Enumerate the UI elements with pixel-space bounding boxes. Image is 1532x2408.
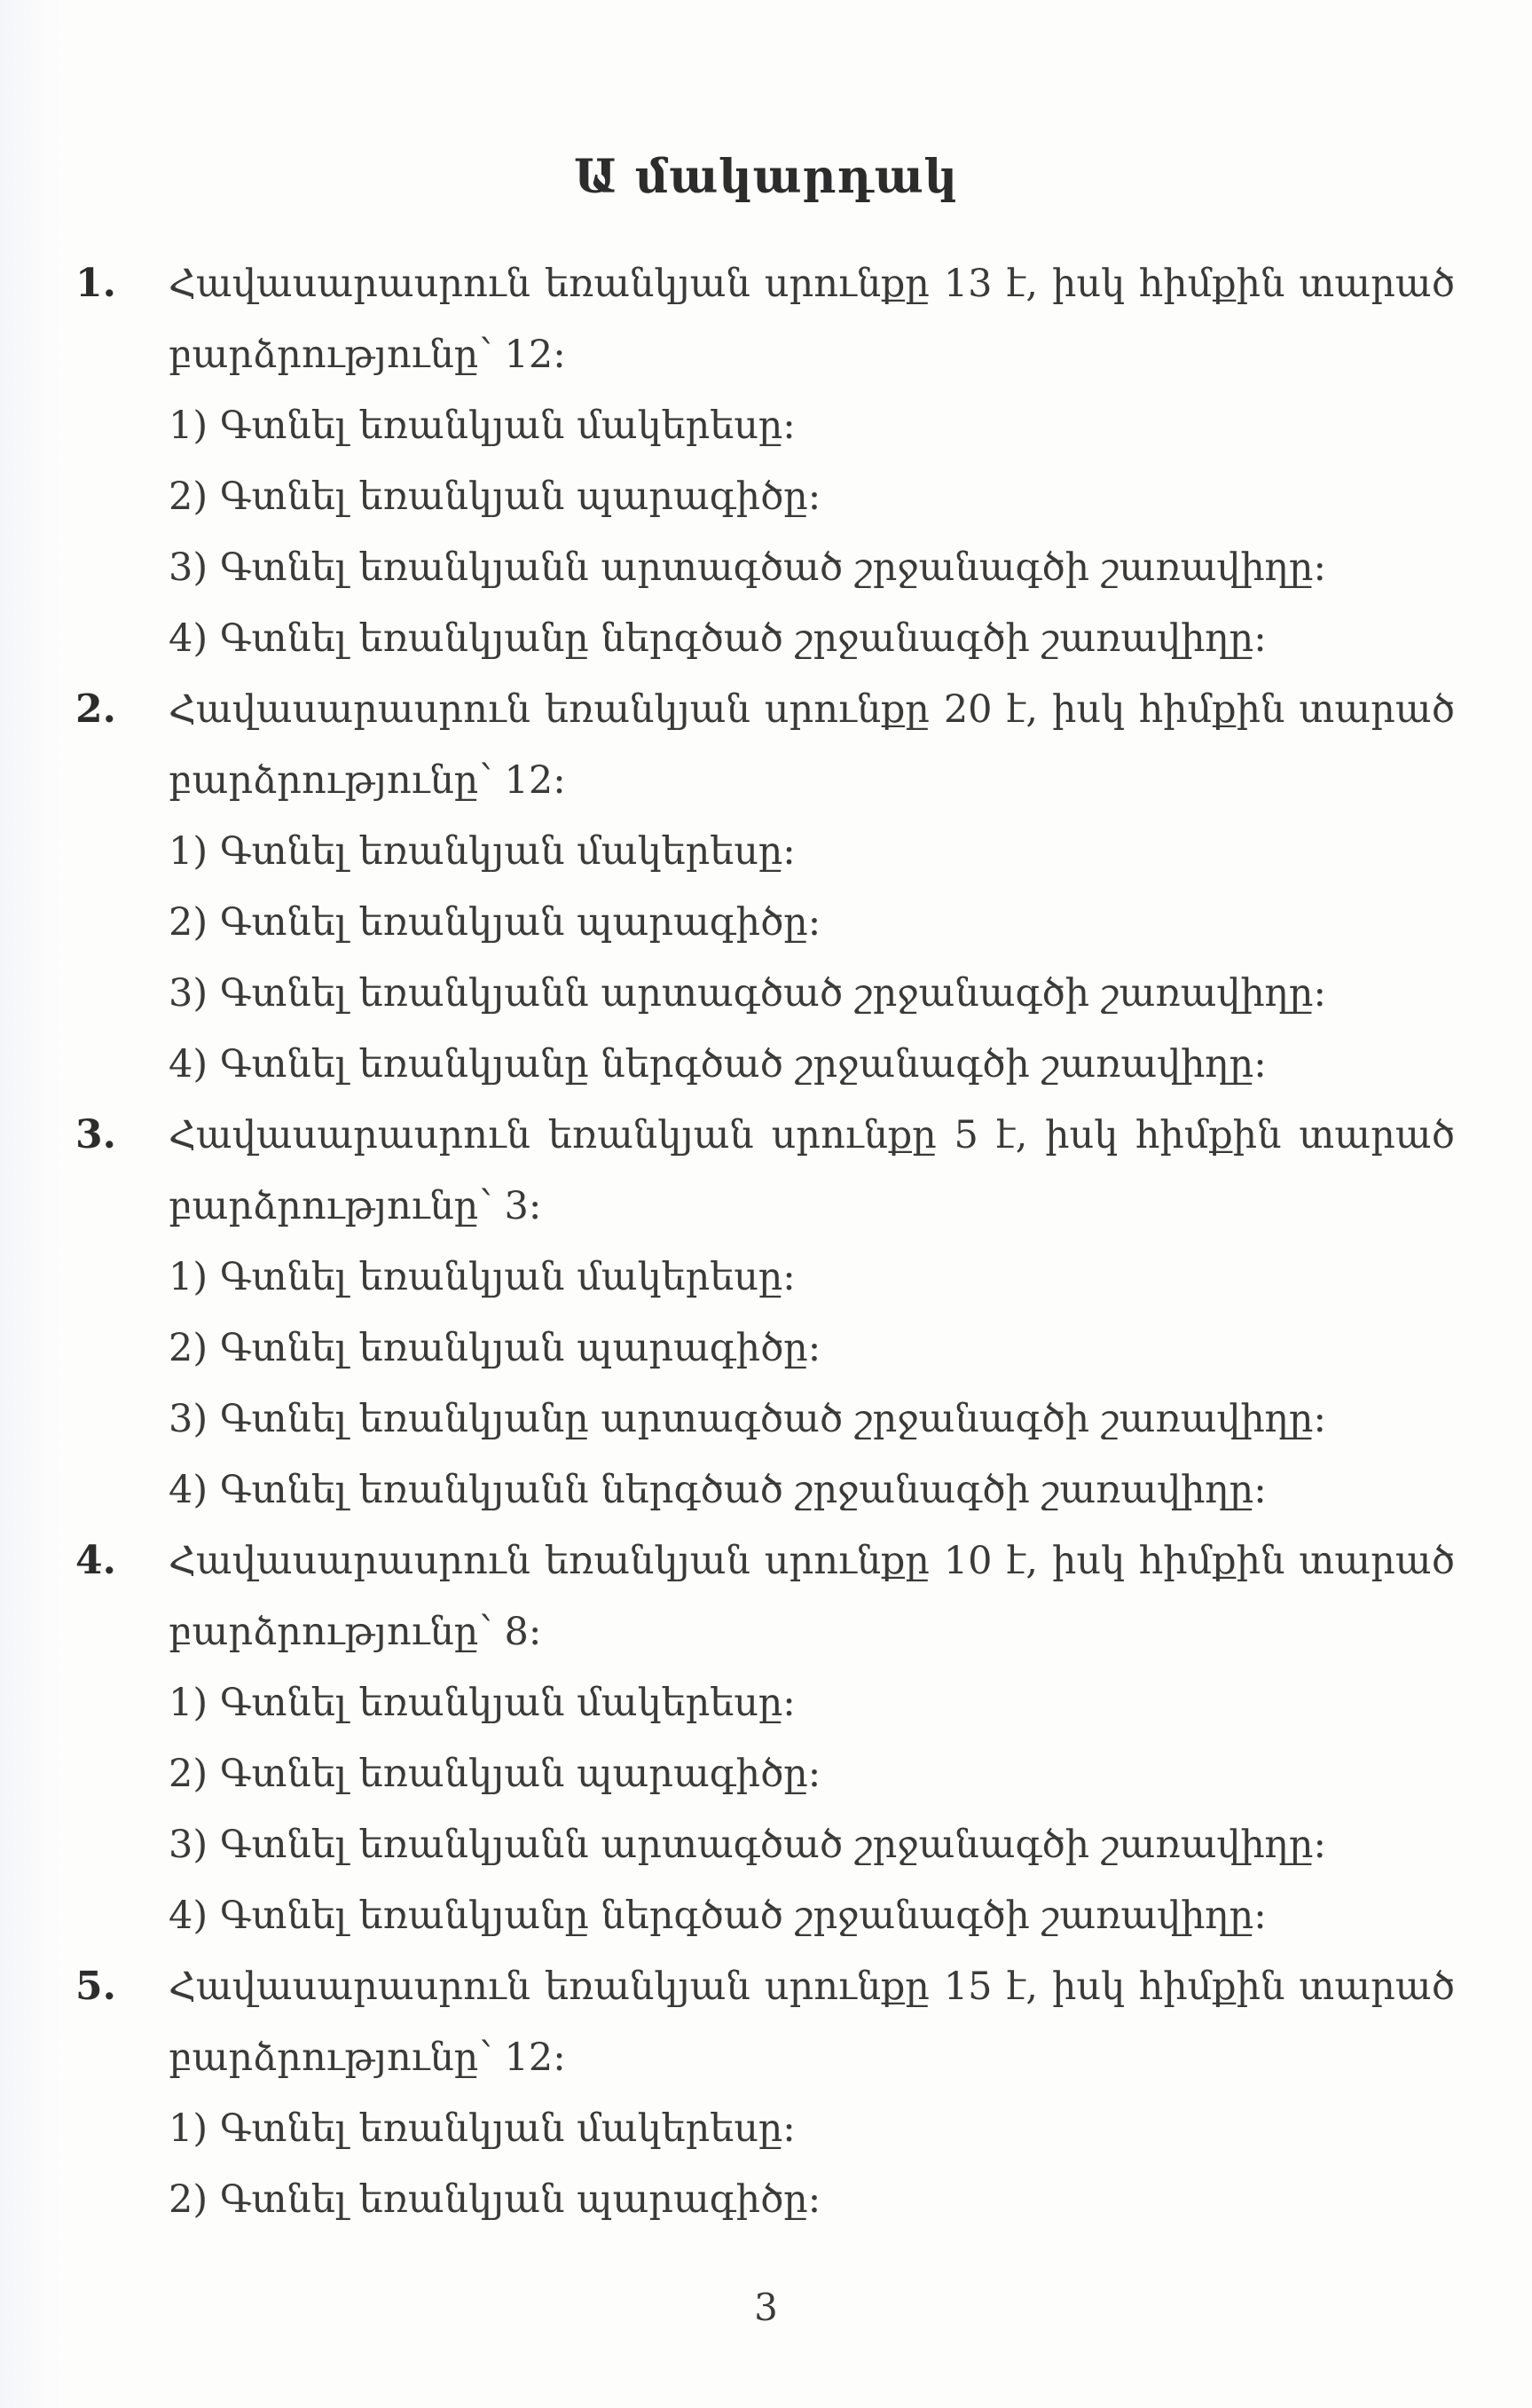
subtask (169, 1029, 1455, 1100)
subtask (169, 816, 1455, 887)
subtask-text: Գտնել եռանկյան պարագիծը։ (220, 1752, 821, 1796)
subtask-label: 1) (169, 1255, 208, 1299)
subtask-label: 1) (169, 404, 208, 448)
subtask (169, 1455, 1455, 1526)
subtask (169, 603, 1455, 674)
subtask-label: 1) (169, 829, 208, 874)
problem-statement: Հավասարասրուն եռանկյան սրունքը 5 է, իսկ հիմքին տարած բարձրությունը՝ 3։ (169, 1113, 1455, 1228)
subtask-label: 3) (169, 1397, 208, 1441)
subtask-label: 4) (169, 616, 208, 661)
problem-item-2 (0, 674, 1532, 1100)
subtask-text: Գտնել եռանկյանն արտագծած շրջանագծի շառավիղը։ (220, 971, 1327, 1016)
subtask-text: Գտնել եռանկյան մակերեսը։ (220, 1681, 796, 1725)
problem-body (169, 248, 1455, 674)
problem-item-3 (0, 1100, 1532, 1526)
subtask (169, 958, 1455, 1029)
subtask-text: Գտնել եռանկյան պարագիծը։ (220, 2177, 821, 2222)
subtask-text: Գտնել եռանկյանն արտագծած շրջանագծի շառավիղը։ (220, 1823, 1327, 1867)
problem-number: 1. (75, 261, 116, 306)
subtask-label: 4) (169, 1468, 208, 1512)
subtask (169, 2093, 1455, 2164)
page-number: 3 (754, 2286, 778, 2329)
subtask-text: Գտնել եռանկյան մակերեսը։ (220, 2106, 796, 2151)
subtask (169, 1313, 1455, 1384)
subtask-label: 3) (169, 545, 208, 590)
problems-list (0, 248, 1532, 2235)
subtask-text: Գտնել եռանկյանը ներգծած շրջանագծի շառավիղը։ (220, 1894, 1267, 1938)
subtask-text: Գտնել եռանկյան պարագիծը։ (220, 1326, 821, 1370)
subtask (169, 1667, 1455, 1738)
problem-item-1 (0, 248, 1532, 674)
problem-statement: Հավասարասրուն եռանկյան սրունքը 13 է, իսկ հիմքին տարած բարձրությունը՝ 12։ (169, 262, 1455, 377)
subtask (169, 1242, 1455, 1313)
problem-statement: Հավասարասրուն եռանկյան սրունքը 20 է, իսկ հիմքին տարած բարձրությունը՝ 12։ (169, 687, 1455, 803)
problem-body (169, 1100, 1455, 1526)
subtask-label: 4) (169, 1894, 208, 1938)
problem-item-4 (0, 1526, 1532, 1951)
subtask-text: Գտնել եռանկյան մակերեսը։ (220, 404, 796, 448)
subtask (169, 532, 1455, 603)
subtask-label: 3) (169, 971, 208, 1016)
subtask (169, 1880, 1455, 1951)
subtask (169, 887, 1455, 958)
subtask (169, 1738, 1455, 1809)
subtask-text: Գտնել եռանկյանը արտագծած շրջանագծի շառավիղը։ (220, 1397, 1327, 1441)
subtask-text: Գտնել եռանկյանը ներգծած շրջանագծի շառավիղը։ (220, 616, 1267, 661)
subtask-text: Գտնել եռանկյան պարագիծը։ (220, 900, 821, 945)
subtask-label: 1) (169, 2106, 208, 2151)
page-title: Ա մակարդակ (573, 150, 959, 204)
subtask-label: 2) (169, 1326, 208, 1370)
subtask-label: 2) (169, 475, 208, 519)
subtask-text: Գտնել եռանկյան մակերեսը։ (220, 829, 796, 874)
problem-body (169, 1951, 1455, 2235)
subtask (169, 390, 1455, 461)
problem-number: 5. (75, 1964, 116, 2009)
problem-body (169, 674, 1455, 1100)
problem-body (169, 1526, 1455, 1951)
subtask-text: Գտնել եռանկյան պարագիծը։ (220, 475, 821, 519)
problem-item-5 (0, 1951, 1532, 2235)
problem-number: 3. (75, 1112, 116, 1157)
subtask-text: Գտնել եռանկյան մակերեսը։ (220, 1255, 796, 1299)
problem-statement: Հավասարասրուն եռանկյան սրունքը 15 է, իսկ հիմքին տարած բարձրությունը՝ 12։ (169, 1965, 1455, 2080)
subtask (169, 1809, 1455, 1880)
subtask-label: 4) (169, 1042, 208, 1086)
subtask-text: Գտնել եռանկյանն ներգծած շրջանագծի շառավիղը։ (220, 1468, 1267, 1512)
subtask-label: 2) (169, 2177, 208, 2222)
problem-number: 4. (75, 1538, 116, 1583)
subtask-text: Գտնել եռանկյանն արտագծած շրջանագծի շառավիղը։ (220, 545, 1327, 590)
subtask-text: Գտնել եռանկյանը ներգծած շրջանագծի շառավիղը։ (220, 1042, 1267, 1086)
problem-number: 2. (75, 686, 116, 732)
subtask-label: 1) (169, 1681, 208, 1725)
subtask (169, 1384, 1455, 1455)
subtask-label: 2) (169, 900, 208, 945)
subtask (169, 461, 1455, 532)
subtask-label: 2) (169, 1752, 208, 1796)
subtask (169, 2164, 1455, 2235)
subtask-label: 3) (169, 1823, 208, 1867)
problem-statement: Հավասարասրուն եռանկյան սրունքը 10 է, իսկ հիմքին տարած բարձրությունը՝ 8։ (169, 1539, 1455, 1654)
